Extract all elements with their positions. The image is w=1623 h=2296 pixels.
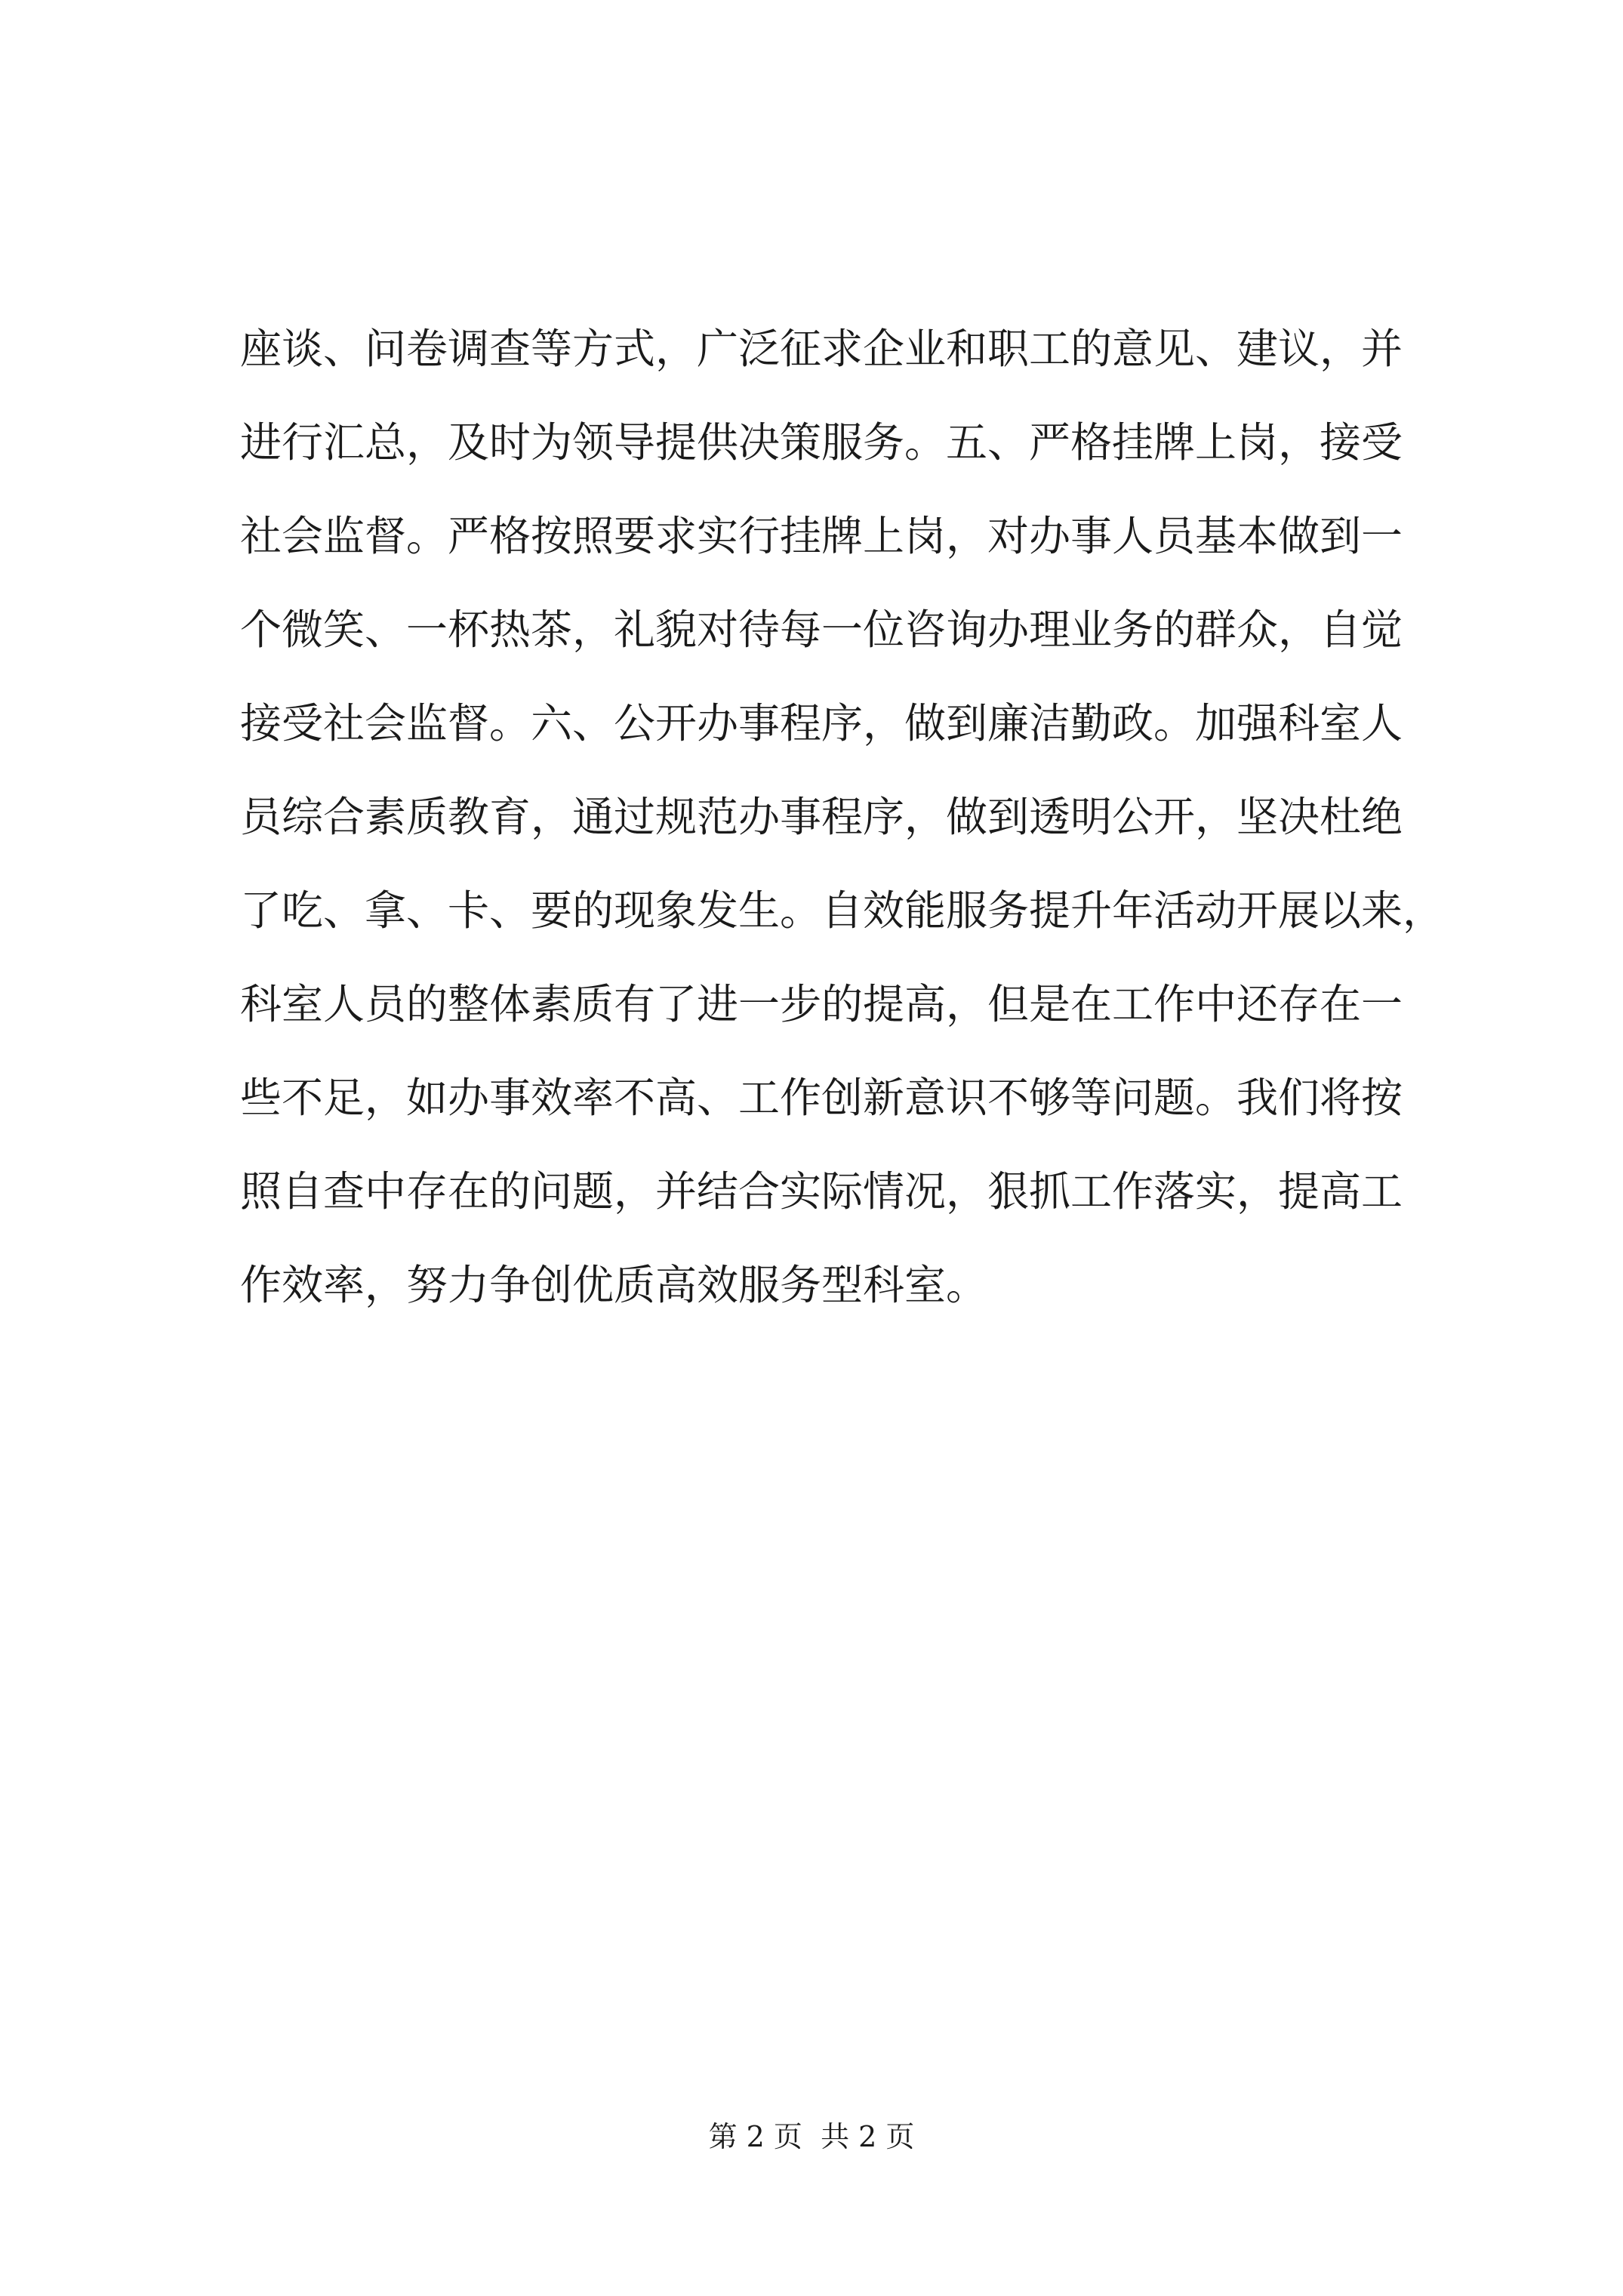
- page-footer: [0, 2114, 1623, 2159]
- text-line: 座谈、问卷调查等方式，广泛征求企业和职工的意见、建议，并: [240, 325, 1403, 373]
- text-line: 照自查中存在的问题，并结合实际情况，狠抓工作落实，提高工: [240, 1167, 1403, 1216]
- text-line: 些不足，如办事效率不高、工作创新意识不够等问题。我们将按: [240, 1074, 1403, 1122]
- text-line: 了吃、拿、卡、要的现象发生。自效能服务提升年活动开展以来，: [240, 886, 1445, 935]
- text-line: 科室人员的整体素质有了进一步的提高，但是在工作中还存在一: [240, 980, 1403, 1028]
- body-paragraph: [240, 302, 1445, 1332]
- text-line: 个微笑、一杯热茶，礼貌对待每一位咨询办理业务的群众，自觉: [240, 606, 1403, 654]
- text-line: 社会监督。严格按照要求实行挂牌上岗，对办事人员基本做到一: [240, 512, 1403, 560]
- text-line: 进行汇总，及时为领导提供决策服务。五、严格挂牌上岗，接受: [240, 418, 1403, 467]
- text-line: 接受社会监督。六、公开办事程序，做到廉洁勤政。加强科室人: [240, 699, 1403, 747]
- page-number-label: 第 2 页 共 2 页: [708, 2120, 915, 2153]
- text-line: 员综合素质教育，通过规范办事程序，做到透明公开，坚决杜绝: [240, 793, 1403, 841]
- text-line: 作效率，努力争创优质高效服务型科室。: [240, 1261, 988, 1309]
